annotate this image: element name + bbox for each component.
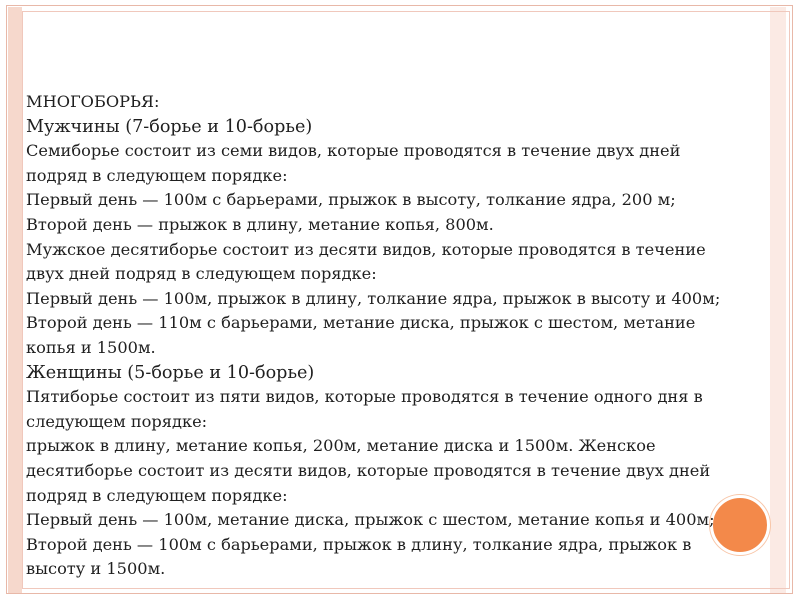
men-heptathlon-events: Первый день — 100м с барьерами, прыжок в высоту, толкание ядра, 200 м; Второй день — прыжок в длину, метание копья, 800м. <box>26 190 676 234</box>
women-pentathlon-events: прыжок в длину, метание копья, 200м, метание диска и 1500м. Женское десятиборье состоит из десяти видов, которые проводятся в течение двух дней подряд в следующем порядке: <box>26 436 711 505</box>
men-heading: Мужчины (7-борье и 10-борье) <box>26 116 313 137</box>
slide-content <box>26 90 726 582</box>
women-pentathlon-intro: Пятиборье состоит из пяти видов, которые проводятся в течение одного дня в следующем порядке: <box>26 387 703 431</box>
slide-title: МНОГОБОРЬЯ: <box>26 92 160 111</box>
men-heptathlon-intro: Семиборье состоит из семи видов, которые проводятся в течение двух дней подряд в следующем порядке: <box>26 141 681 185</box>
women-decathlon-events: Первый день — 100м, метание диска, прыжок с шестом, метание копья и 400м; Второй день — 100м с барьерами, прыжок в длину, толкание ядра, прыжок в высоту и 1500м. <box>26 510 715 579</box>
women-heading: Женщины (5-борье и 10-борье) <box>26 362 315 383</box>
men-decathlon-events: Первый день — 100м, прыжок в длину, толкание ядра, прыжок в высоту и 400м; Второй день — 110м с барьерами, метание диска, прыжок с шестом, метание копья и 1500м. <box>26 288 721 357</box>
men-decathlon-intro: Мужское десятиборье состоит из десяти видов, которые проводятся в течение двух дней подряд в следующем порядке: <box>26 239 706 284</box>
